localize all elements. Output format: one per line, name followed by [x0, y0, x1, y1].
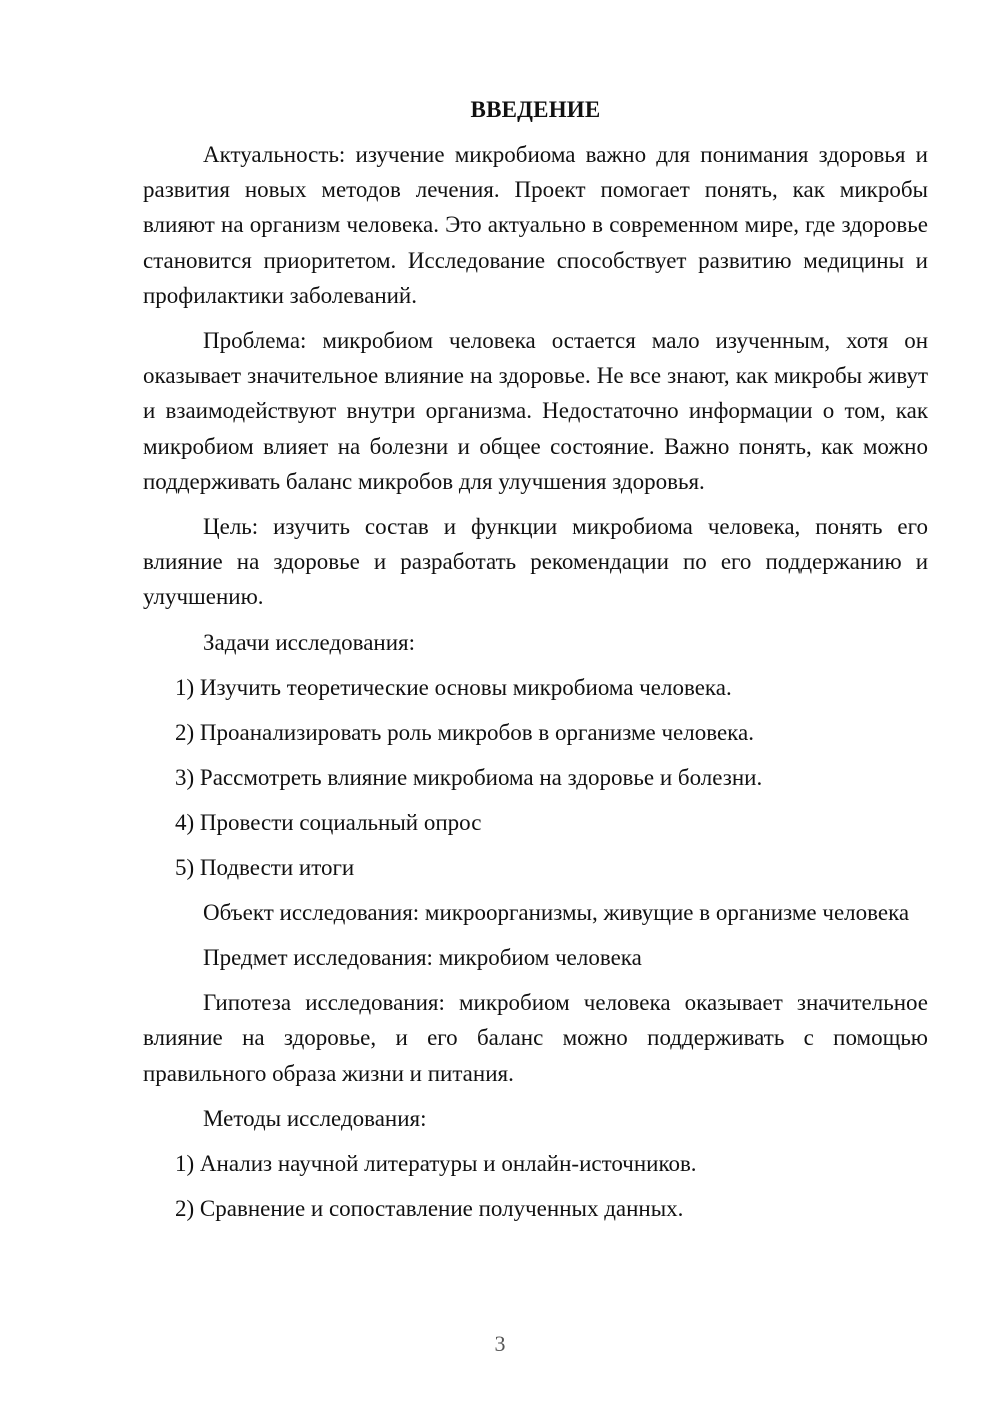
tasks-heading: Задачи исследования:	[203, 629, 416, 655]
task-item-1: 1) Изучить теоретические основы микробиома человека.	[175, 674, 732, 700]
hypothesis-paragraph: Гипотеза исследования: микробиом человека оказывает значительное влияние на здоровье, и его баланс можно поддерживать с помощью правильного образа жизни и питания.	[143, 990, 928, 1086]
problem-paragraph: Проблема: микробиом человека остается мало изученным, хотя он оказывает значительное влияние на здоровье. Не все знают, как микробы живут и взаимодействуют внутри организма. Недостаточно информации о том, как микробиом влияет на болезни и общее состояние. Важно понять, как можно поддерживать баланс микробов для улучшения здоровья.	[143, 328, 928, 494]
document-page	[143, 92, 928, 1392]
relevance-paragraph: Актуальность: изучение микробиома важно для понимания здоровья и развития новых методов лечения. Проект помогает понять, как микробы влияют на организм человека. Это актуально в современном мире, где здоровье становится приоритетом. Исследование способствует развитию медицины и профилактики заболеваний.	[143, 142, 928, 308]
page-number: 3	[494, 1331, 506, 1356]
method-item-2: 2) Сравнение и сопоставление полученных данных.	[175, 1196, 684, 1222]
task-item-5: 5) Подвести итоги	[175, 854, 355, 880]
subject-paragraph: Предмет исследования: микробиом человека	[203, 945, 642, 971]
methods-heading: Методы исследования:	[203, 1105, 427, 1131]
method-item-1: 1) Анализ научной литературы и онлайн-источников.	[175, 1151, 697, 1177]
task-item-4: 4) Провести социальный опрос	[175, 809, 482, 835]
object-paragraph: Объект исследования: микроорганизмы, живущие в организме человека	[203, 899, 910, 925]
goal-paragraph: Цель: изучить состав и функции микробиома человека, понять его влияние на здоровье и разработать рекомендации по его поддержанию и улучшению.	[143, 514, 928, 610]
tasks-list	[143, 670, 928, 885]
task-item-2: 2) Проанализировать роль микробов в организме человека.	[175, 719, 754, 745]
task-item-3: 3) Рассмотреть влияние микробиома на здоровье и болезни.	[175, 764, 763, 790]
methods-list	[143, 1146, 928, 1226]
page-title: ВВЕДЕНИЕ	[470, 97, 601, 122]
